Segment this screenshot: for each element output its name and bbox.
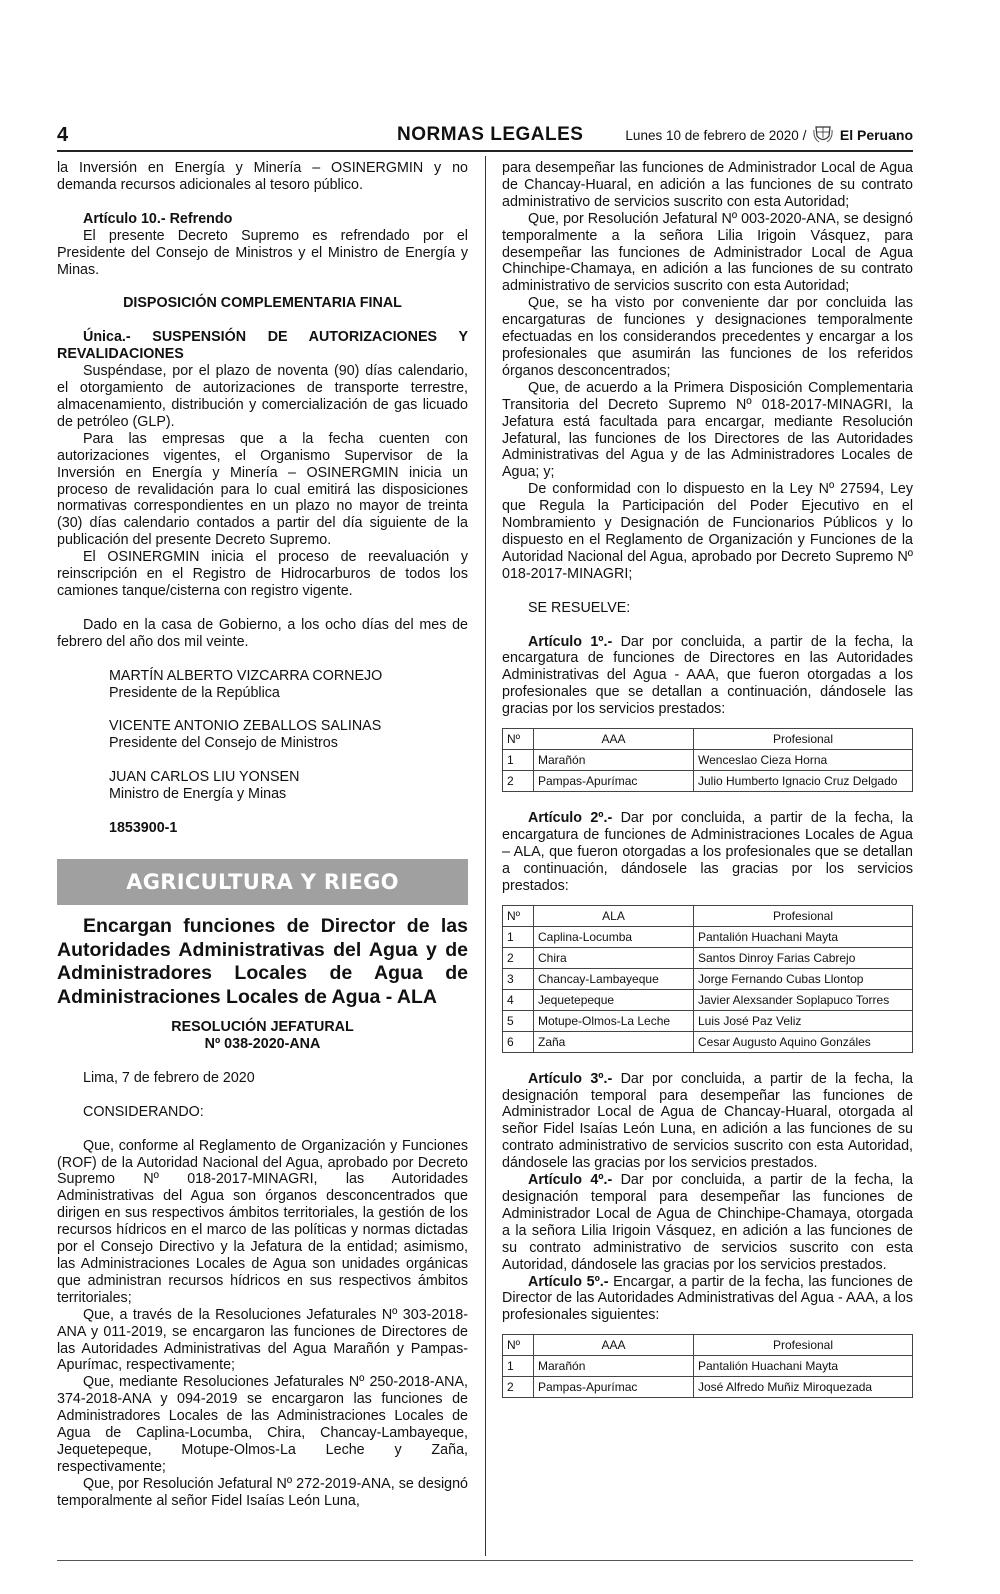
left-column: [57, 160, 468, 1510]
table-cell: Motupe-Olmos-La Leche: [534, 1010, 694, 1031]
table-cell: Caplina-Locumba: [534, 926, 694, 947]
publication-code: 1853900-1: [109, 820, 178, 837]
table-cell: Marañón: [534, 1356, 694, 1377]
table-cell: 4: [503, 989, 534, 1010]
paragraph: El OSINERGMIN inicia el proceso de reevaluación y reinscripción en el Registro de Hidrocarburos de todos los camiones tanque/cisterna con registro vigente.: [57, 549, 468, 599]
article-label: Artículo 3º.-: [528, 1070, 613, 1087]
table-cell: Santos Dinroy Farias Cabrejo: [694, 947, 913, 968]
table-header: AAA: [534, 729, 694, 750]
table-cell: Jorge Fernando Cubas Llontop: [694, 968, 913, 989]
table-header: Profesional: [694, 1335, 913, 1356]
table-row: [503, 771, 913, 792]
header-date: Lunes 10 de febrero de 2020 /: [625, 128, 807, 143]
article-text: Dar por concluida, a partir de la fecha, la encargatura de funciones de Administraciones Locales de Agua – ALA, que fueron otorgadas a los profesionales que se detallan a continuación, dándosele las gracias por los servicios prestados:: [502, 810, 913, 894]
article-label: Artículo 5º.-: [528, 1273, 609, 1290]
table-header: Nº: [503, 729, 534, 750]
table-aaa-assigned: [502, 1334, 913, 1398]
table-cell: Zaña: [534, 1031, 694, 1052]
paragraph: Que, conforme al Reglamento de Organización y Funciones (ROF) de la Autoridad Nacional del Agua, aprobado por Decreto Supremo Nº 018-2017-MINAGRI, las Autoridades Administrativas del Agua son órganos desconcentrados que dirigen en sus respectivos ámbitos territoriales, la gestión de los recursos hídricos en el marco de las políticas y normas dictadas por el Consejo Directivo y la Jefatura de la entidad; asimismo, las Administraciones Locales de Agua son unidades orgánicas que administran recursos hídricos en sus respectivos ámbitos territoriales;: [57, 1137, 468, 1306]
article-text: Dar por concluida, a partir de la fecha, la designación temporal para desempeñar las funciones de Administrador Local de Agua de Chancay-Huaral, otorgada al señor Fidel Isaías León Luna, en adición a las funciones de su contrato administrativo de servicios suscrito con esta Autoridad, dándosele las gracias por los servicios prestados.: [502, 1070, 913, 1172]
paragraph: Que, por Resolución Jefatural Nº 003-2020-ANA, se designó temporalmente a la señora Lilia Irigoin Vásquez, para desempeñar las funciones de Administrador Local de Agua Chinchipe-Chamaya, en adición a las funciones de su contrato administrativo de servicios suscrito con esta Autoridad;: [502, 210, 913, 295]
table-cell: Pampas-Apurímac: [534, 771, 694, 792]
table-aaa-concluded: [502, 728, 913, 792]
paragraph: De conformidad con lo dispuesto en la Ley Nº 27594, Ley que Regula la Participación del Poder Ejecutivo en el Nombramiento y Designación de Funcionarios Públicos y lo dispuesto en el Reglamento de Organización y Funciones de la Autoridad Nacional del Agua, aprobado por Decreto Supremo Nº 018-2017-MINAGRI;: [502, 481, 913, 582]
table-row: [503, 1377, 913, 1398]
table-cell: Pantalión Huachani Mayta: [694, 926, 913, 947]
paragraph: Que, a través de la Resoluciones Jefaturales Nº 303-2018-ANA y 011-2019, se encargaron las funciones de Directores de las Autoridades Administrativas del Agua Marañón y Pampas-Apurímac, respectivamente;: [57, 1306, 468, 1374]
resolution-number: Nº 038-2020-ANA: [204, 1035, 321, 1052]
considerando-heading: CONSIDERANDO:: [83, 1103, 204, 1120]
table-cell: 2: [503, 771, 534, 792]
table-row: [503, 968, 913, 989]
paragraph: Que, se ha visto por conveniente dar por concluida las encargaturas de funciones y designaciones temporalmente efectuadas en los considerandos precedentes y encargar a los profesionales que asumirán las funciones de los referidos órganos desconcentrados;: [502, 295, 913, 379]
signatory-title: Ministro de Energía y Minas: [109, 786, 287, 803]
column-divider: [485, 156, 486, 1556]
table-row: [503, 1010, 913, 1031]
signatory-name: JUAN CARLOS LIU YONSEN: [109, 769, 300, 786]
table-ala-concluded: [502, 905, 913, 1053]
table-row: [503, 750, 913, 771]
table-header: AAA: [534, 1335, 694, 1356]
table-header: Profesional: [694, 729, 913, 750]
article-text: Encargar, a partir de la fecha, las funciones de Director de las Autoridades Administrativas del Agua - AAA, a los profesionales siguientes:: [502, 1273, 914, 1324]
paragraph: Para las empresas que a la fecha cuenten con autorizaciones vigentes, el Organismo Supervisor de la Inversión en Energía y Minería – OSINERGMIN inicia un proceso de revalidación para lo cual emitirá las disposiciones normativas correspondientes en un plazo no mayor de treinta (30) días calendario contados a partir del día siguiente de la publicación del presente Decreto Supremo.: [57, 430, 468, 549]
paragraph: para desempeñar las funciones de Administrador Local de Agua de Chancay-Huaral, en adición a las funciones de su contrato administrativo de servicios suscrito con esta Autoridad;: [502, 160, 913, 210]
se-resuelve-heading: SE RESUELVE:: [528, 599, 631, 616]
table-cell: Wenceslao Cieza Horna: [694, 750, 913, 771]
table-row: [503, 947, 913, 968]
table-cell: Javier Alexsander Soplapuco Torres: [694, 989, 913, 1010]
table-cell: Pantalión Huachani Mayta: [694, 1356, 913, 1377]
unica-title: Única.- SUSPENSIÓN DE AUTORIZACIONES Y REVALIDACIONES: [57, 329, 468, 363]
signatory-title: Presidente de la República: [109, 684, 280, 701]
table-cell: 3: [503, 968, 534, 989]
article-label: Artículo 1º.-: [528, 633, 613, 650]
signatory-title: Presidente del Consejo de Ministros: [109, 735, 338, 752]
table-header: Nº: [503, 1335, 534, 1356]
table-cell: 6: [503, 1031, 534, 1052]
resolution-title: RESOLUCIÓN JEFATURAL: [171, 1019, 354, 1035]
table-cell: 5: [503, 1010, 534, 1031]
place-date: Lima, 7 de febrero de 2020: [83, 1069, 255, 1086]
table-cell: Chira: [534, 947, 694, 968]
table-cell: 1: [503, 1356, 534, 1377]
newspaper-name: El Peruano: [839, 127, 913, 143]
table-cell: 2: [503, 1377, 534, 1398]
article-label: Artículo 2º.-: [528, 810, 613, 827]
coat-of-arms-icon: [813, 124, 833, 146]
headline: Encargan funciones de Director de las Autoridades Administrativas del Agua y de Administradores Locales de Agua de Administraciones Locales de Agua - ALA: [57, 915, 468, 1008]
table-cell: Jequetepeque: [534, 989, 694, 1010]
article-text: Dar por concluida, a partir de la fecha, la encargatura de funciones de Directores en las Autoridades Administrativas del Agua - AAA, que fueron otorgadas a los profesionales que se detallan a continuación, dándosele las gracias por los servicios prestados:: [502, 633, 913, 718]
table-header: Profesional: [694, 905, 913, 926]
table-cell: José Alfredo Muñiz Miroquezada: [694, 1377, 913, 1398]
paragraph: Que, mediante Resoluciones Jefaturales Nº 250-2018-ANA, 374-2018-ANA y 094-2019 se encargaron las funciones de Administradores Locales de las Administraciones Locales de Agua de Caplina-Locumba, Chira, Chancay-Lambayeque, Jequetepeque, Motupe-Olmos-La Leche y Zaña, respectivamente;: [57, 1374, 468, 1475]
article-text: Dar por concluida, a partir de la fecha, la designación temporal para desempeñar las funciones de Administrador Local de Agua de Chinchipe-Chamaya, otorgada a la señora Lilia Irigoin Vásquez, en adición a las funciones de su contrato administrativo de servicios suscrito con esta Autoridad, dándosele las gracias por los servicios prestados.: [502, 1172, 913, 1273]
right-column: [502, 160, 913, 1416]
table-cell: Luis José Paz Veliz: [694, 1010, 913, 1031]
paragraph: la Inversión en Energía y Minería – OSINERGMIN y no demanda recursos adicionales al tesoro público.: [57, 160, 468, 193]
article-label: Artículo 4º.-: [528, 1172, 613, 1189]
table-row: [503, 1356, 913, 1377]
table-cell: Marañón: [534, 750, 694, 771]
paragraph: Dado en la casa de Gobierno, a los ocho días del mes de febrero del año dos mil veinte.: [57, 616, 468, 650]
table-header: ALA: [534, 905, 694, 926]
table-header: Nº: [503, 905, 534, 926]
table-cell: Cesar Augusto Aquino Gonzáles: [694, 1031, 913, 1052]
table-cell: 1: [503, 926, 534, 947]
table-cell: Chancay-Lambayeque: [534, 968, 694, 989]
table-cell: Pampas-Apurímac: [534, 1377, 694, 1398]
page-number: 4: [57, 124, 69, 146]
paragraph: El presente Decreto Supremo es refrendado por el Presidente del Consejo de Ministros y el Ministro de Energía y Minas.: [57, 227, 468, 278]
article-2: [502, 810, 913, 895]
disposition-title: DISPOSICIÓN COMPLEMENTARIA FINAL: [123, 295, 402, 312]
paragraph: Suspéndase, por el plazo de noventa (90) días calendario, el otorgamiento de autorizaciones de transporte terrestre, almacenamiento, distribución y comercialización de gas licuado de petróleo (GLP).: [57, 363, 468, 430]
header-rule: [57, 150, 913, 152]
section-banner: AGRICULTURA Y RIEGO: [57, 859, 468, 905]
paragraph: Que, por Resolución Jefatural Nº 272-2019-ANA, se designó temporalmente al señor Fidel Isaías León Luna,: [57, 1475, 468, 1509]
table-row: [503, 1031, 913, 1052]
article-1: [502, 634, 913, 719]
table-cell: Julio Humberto Ignacio Cruz Delgado: [694, 771, 913, 792]
footer-rule: [57, 1560, 913, 1561]
article-4: [502, 1172, 913, 1273]
header-date-line: [625, 121, 913, 150]
article-3: [502, 1071, 913, 1172]
table-cell: 2: [503, 947, 534, 968]
signatory-name: VICENTE ANTONIO ZEBALLOS SALINAS: [109, 718, 382, 735]
signatory-name: MARTÍN ALBERTO VIZCARRA CORNEJO: [109, 667, 383, 684]
article-5: [502, 1274, 913, 1325]
page-header: [57, 121, 913, 151]
paragraph: Que, de acuerdo a la Primera Disposición Complementaria Transitoria del Decreto Supremo Nº 018-2017-MINAGRI, la Jefatura está facultada para encargar, mediante Resolución Jefatural, las funciones de los Directores de las Autoridades Administrativas del Agua y de las Administradores Locales de Agua; y;: [502, 379, 913, 481]
table-row: [503, 926, 913, 947]
section-title: NORMAS LEGALES: [397, 124, 584, 145]
article-10-title: Artículo 10.- Refrendo: [83, 210, 233, 227]
table-cell: 1: [503, 750, 534, 771]
table-row: [503, 989, 913, 1010]
